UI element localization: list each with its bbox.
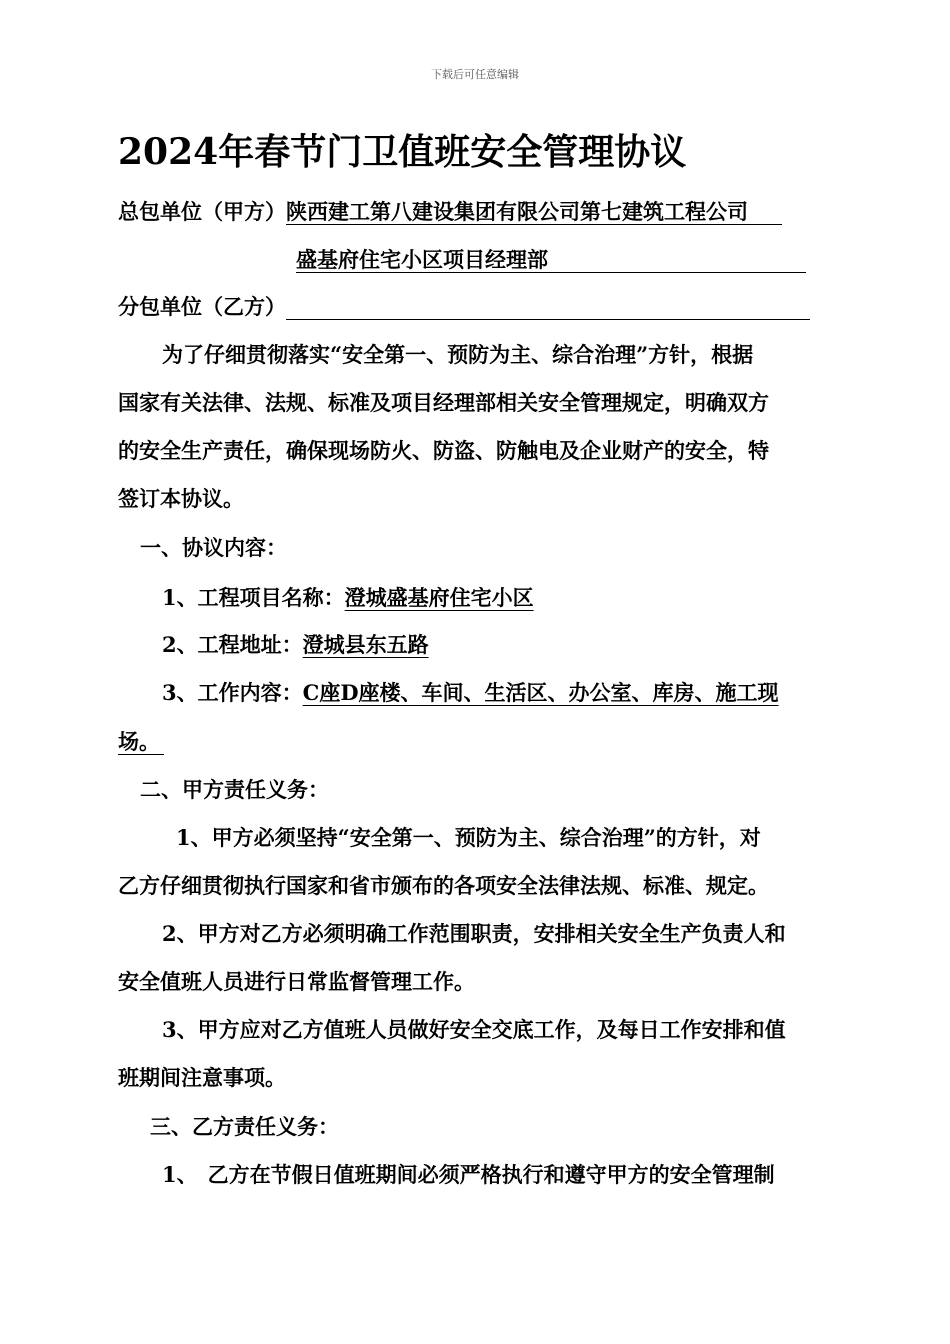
party-a-name-line2: 盛基府住宅小区项目经理部 bbox=[296, 247, 548, 272]
section3-p1-text: 乙方在节假日值班期间必须严格执行和遵守甲方的安全管理制 bbox=[207, 1162, 775, 1187]
header-note: 下载后可任意编辑 bbox=[431, 68, 519, 81]
intro-line-1: 为了仔细贯彻落实“安全第一、预防为主、综合治理”方针，根据 bbox=[162, 342, 754, 367]
party-a-label: 总包单位（甲方） bbox=[118, 199, 286, 224]
section1-item3-cont bbox=[118, 729, 164, 755]
party-a-row bbox=[118, 199, 782, 225]
item1-label: 1、工程项目名称： bbox=[162, 585, 345, 610]
section1-heading: 一、协议内容： bbox=[140, 535, 287, 560]
section2-heading: 二、甲方责任义务： bbox=[140, 777, 329, 802]
intro-line-3: 的安全生产责任，确保现场防火、防盗、防触电及企业财产的安全，特 bbox=[118, 438, 769, 463]
document-title: 2024年春节门卫值班安全管理协议 bbox=[118, 131, 687, 173]
party-a-blank-2 bbox=[548, 250, 806, 273]
item3-value: C座D座楼、车间、生活区、办公室、库房、施工现 bbox=[302, 680, 779, 705]
item2-value: 澄城县东五路 bbox=[302, 632, 429, 657]
section2-p3-line2: 班期间注意事项。 bbox=[118, 1065, 286, 1090]
item2-label: 2、工程地址： bbox=[162, 632, 303, 657]
section2-p2-line2: 安全值班人员进行日常监督管理工作。 bbox=[118, 969, 475, 994]
party-b-row bbox=[118, 294, 810, 320]
item3-label: 3、工作内容： bbox=[162, 680, 303, 705]
item3-value-cont: 场。 bbox=[118, 729, 160, 754]
section3-heading: 三、乙方责任义务： bbox=[150, 1114, 339, 1139]
section1-item2 bbox=[162, 632, 429, 658]
party-a-name-line1: 陕西建工第八建设集团有限公司第七建筑工程公司 bbox=[286, 199, 748, 224]
intro-line-4: 签订本协议。 bbox=[118, 486, 244, 511]
section1-item1 bbox=[162, 585, 534, 611]
item3-blank bbox=[160, 732, 164, 755]
party-b-blank bbox=[286, 297, 810, 320]
section2-p1-line2: 乙方仔细贯彻执行国家和省市颁布的各项安全法律法规、标准、规定。 bbox=[118, 873, 769, 898]
section1-item3 bbox=[162, 680, 779, 706]
section3-p1-num: 1、 bbox=[162, 1162, 198, 1187]
intro-line-2: 国家有关法律、法规、标准及项目经理部相关安全管理规定，明确双方 bbox=[118, 390, 769, 415]
section2-p3-line1: 3、甲方应对乙方值班人员做好安全交底工作，及每日工作安排和值 bbox=[162, 1017, 786, 1042]
item1-value: 澄城盛基府住宅小区 bbox=[344, 585, 534, 610]
section3-p1-line1 bbox=[162, 1162, 775, 1188]
section2-p2-line1: 2、甲方对乙方必须明确工作范围职责，安排相关安全生产负责人和 bbox=[162, 921, 786, 946]
party-b-label: 分包单位（乙方） bbox=[118, 294, 286, 319]
section2-p1-line1: 1、甲方必须坚持“安全第一、预防为主、综合治理”的方针，对 bbox=[176, 825, 761, 850]
party-a-row-2 bbox=[296, 247, 806, 273]
party-a-blank bbox=[748, 202, 782, 225]
